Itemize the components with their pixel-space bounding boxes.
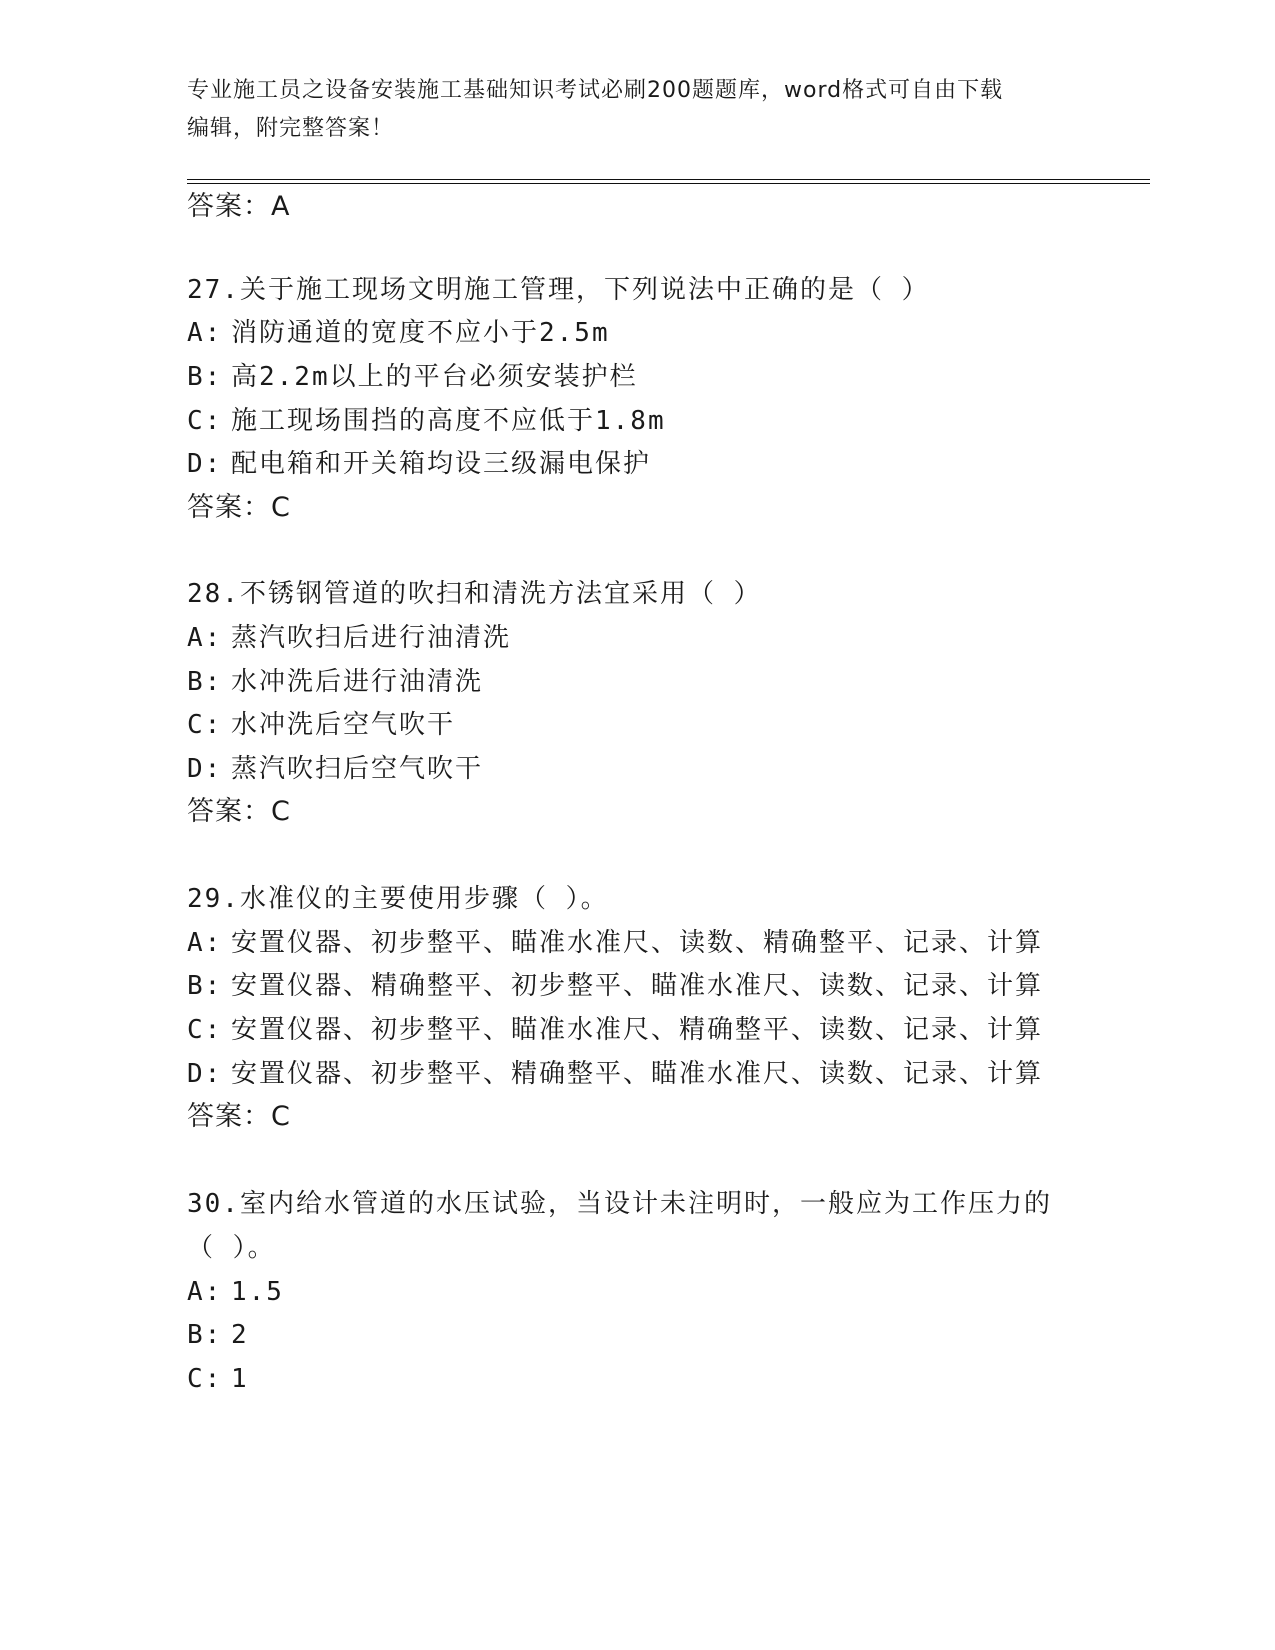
option-text: 安置仪器、初步整平、瞄准水准尺、精确整平、读数、记录、计算 bbox=[231, 1015, 1044, 1045]
option-label: A: bbox=[187, 928, 223, 958]
option-label: C: bbox=[187, 1015, 223, 1045]
option-line bbox=[187, 1318, 249, 1352]
option-line bbox=[187, 926, 1043, 960]
option-label: D: bbox=[187, 754, 223, 784]
header-divider-bottom bbox=[187, 183, 1150, 184]
option-line bbox=[187, 708, 455, 742]
option-label: D: bbox=[187, 449, 223, 479]
answer-line: 答案：C bbox=[187, 492, 291, 523]
option-label: B: bbox=[187, 1320, 223, 1350]
option-label: B: bbox=[187, 362, 223, 392]
option-text: 水冲洗后进行油清洗 bbox=[231, 667, 484, 697]
document-header bbox=[187, 72, 1067, 148]
option-label: B: bbox=[187, 971, 223, 1001]
answer-line: 答案：C bbox=[187, 796, 291, 827]
option-line bbox=[187, 1362, 249, 1396]
option-line bbox=[187, 360, 638, 394]
option-label: C: bbox=[187, 1364, 223, 1394]
option-line bbox=[187, 665, 483, 699]
option-text: 高2.2m以上的平台必须安装护栏 bbox=[231, 362, 638, 392]
header-title-line-2: 编辑，附完整答案！ bbox=[187, 116, 395, 141]
option-label: A: bbox=[187, 318, 223, 348]
option-line bbox=[187, 621, 511, 655]
option-line bbox=[187, 752, 483, 786]
question-stem: 30.室内给水管道的水压试验，当设计未注明时，一般应为工作压力的 bbox=[187, 1189, 1052, 1219]
option-line bbox=[187, 969, 1043, 1003]
option-line bbox=[187, 1275, 284, 1309]
option-text: 安置仪器、初步整平、瞄准水准尺、读数、精确整平、记录、计算 bbox=[231, 928, 1044, 958]
header-title-line-1: 专业施工员之设备安装施工基础知识考试必刷200题题库，word格式可自由下载 bbox=[187, 78, 1004, 103]
option-line bbox=[187, 1057, 1043, 1091]
question-stem: 27.关于施工现场文明施工管理，下列说法中正确的是（ ） bbox=[187, 275, 930, 305]
question-stem: 29.水准仪的主要使用步骤（ ）。 bbox=[187, 884, 609, 914]
option-label: A: bbox=[187, 623, 223, 653]
option-text: 水冲洗后空气吹干 bbox=[231, 710, 456, 740]
option-text: 安置仪器、初步整平、精确整平、瞄准水准尺、读数、记录、计算 bbox=[231, 1059, 1044, 1089]
option-line bbox=[187, 447, 651, 481]
option-line bbox=[187, 316, 610, 350]
header-divider-top bbox=[187, 179, 1150, 180]
answer-line: 答案：C bbox=[187, 1101, 291, 1132]
option-text: 安置仪器、精确整平、初步整平、瞄准水准尺、读数、记录、计算 bbox=[231, 971, 1044, 1001]
option-text: 配电箱和开关箱均设三级漏电保护 bbox=[231, 449, 652, 479]
option-text: 蒸汽吹扫后进行油清洗 bbox=[231, 623, 512, 653]
answer-line: 答案：A bbox=[187, 191, 291, 222]
option-text: 2 bbox=[231, 1320, 249, 1350]
option-text: 施工现场围挡的高度不应低于1.8m bbox=[231, 406, 666, 436]
option-label: C: bbox=[187, 406, 223, 436]
option-line bbox=[187, 404, 666, 438]
option-text: 1 bbox=[231, 1364, 249, 1394]
option-label: D: bbox=[187, 1059, 223, 1089]
question-stem-continued: （ ）。 bbox=[187, 1233, 276, 1263]
option-label: A: bbox=[187, 1277, 223, 1307]
option-text: 蒸汽吹扫后空气吹干 bbox=[231, 754, 484, 784]
option-text: 消防通道的宽度不应小于2.5m bbox=[231, 318, 610, 348]
question-stem: 28.不锈钢管道的吹扫和清洗方法宜采用（ ） bbox=[187, 579, 762, 609]
option-text: 1.5 bbox=[231, 1277, 284, 1307]
option-line bbox=[187, 1013, 1043, 1047]
option-label: B: bbox=[187, 667, 223, 697]
option-label: C: bbox=[187, 710, 223, 740]
